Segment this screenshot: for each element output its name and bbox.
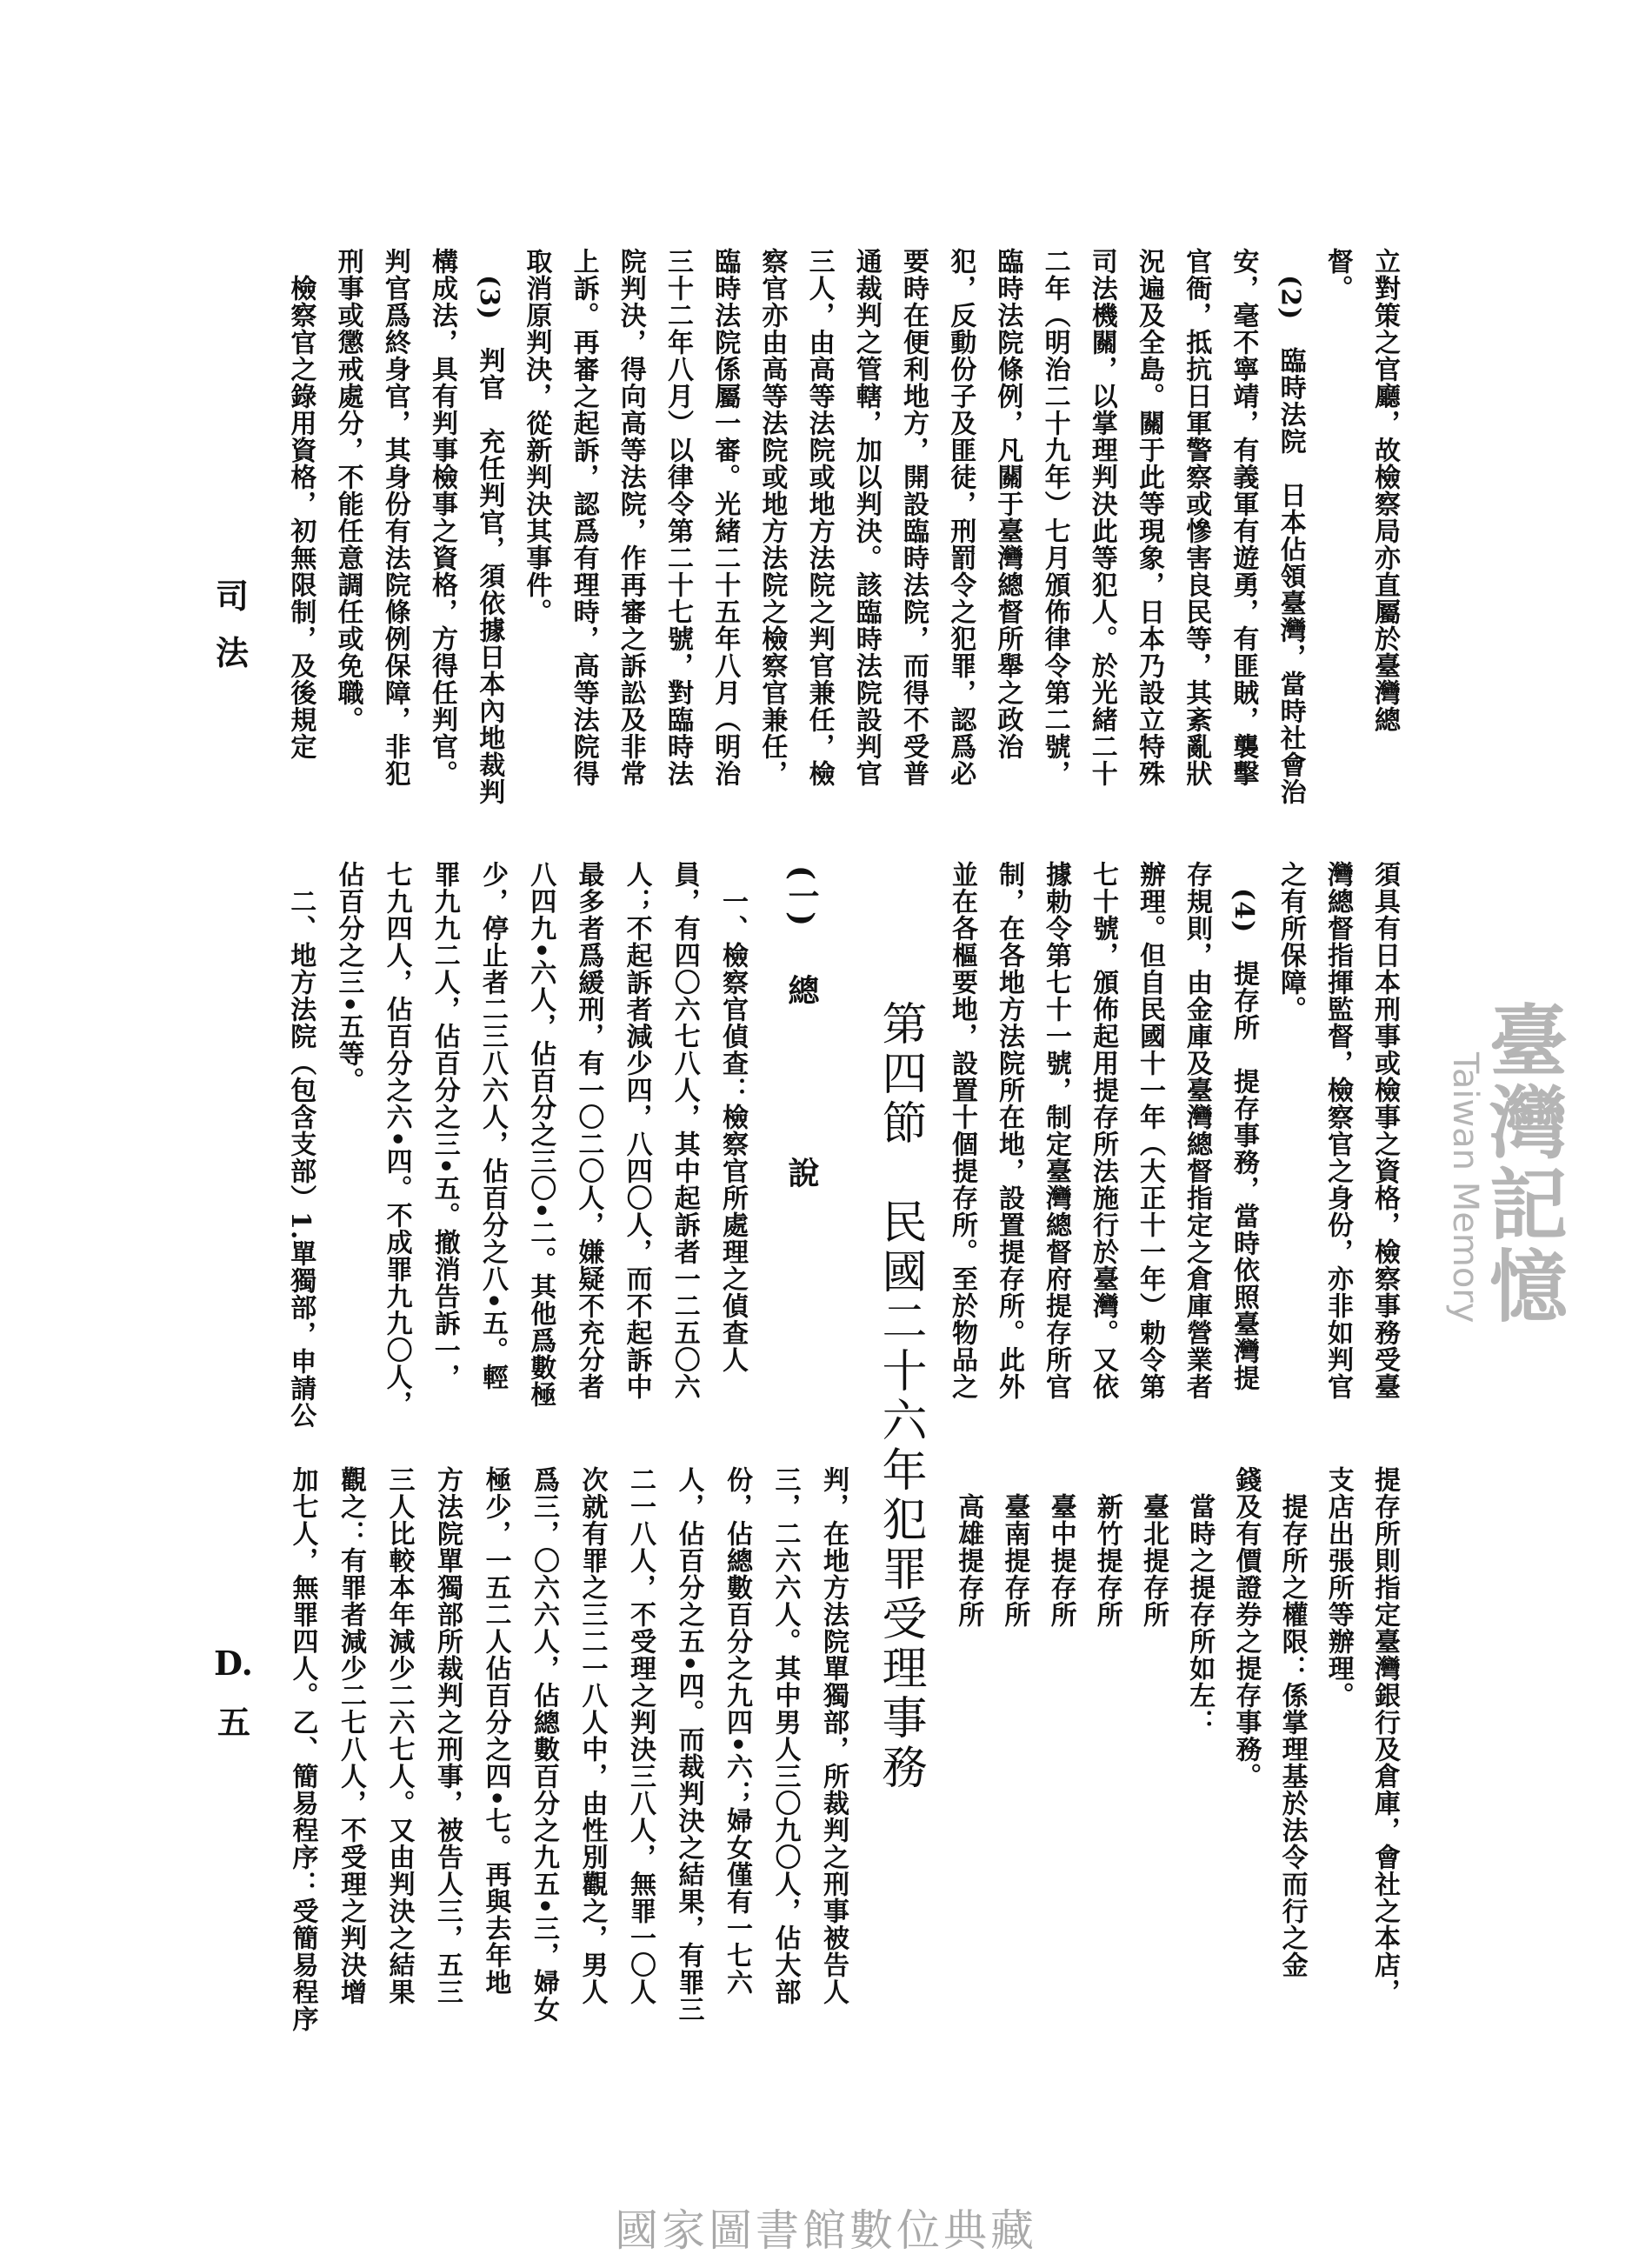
text-column [566,248,601,787]
text-column [619,861,654,1400]
text-run: 提存所則指定臺灣銀行及倉庫，會社之本店， [1369,1466,1400,2005]
text-run: 七九四人，佔百分之六•四。不成罪九九〇人， [381,861,412,1418]
text-column [715,888,749,1373]
text-run: 三人比較本年減少二六七人。又由判決之結果 [383,1466,415,2005]
text-column [1320,248,1355,302]
text-run: 三人，由高等法院或地方法院之判官兼任，檢 [803,248,835,787]
text-column [1038,861,1073,1400]
text-column [849,248,883,787]
text-run: （包含支部）1.單獨部，申請公 [285,1050,316,1430]
text-run: 院判決，得向高等法院，作再審之訴訟及非常 [615,248,646,787]
text-column [1226,888,1261,1391]
watermark-chinese: 臺灣記憶 [1475,1000,1568,1327]
text-run: 要時在便利地方，開設臨時法院，而得不受普 [898,248,929,787]
running-header-section-char1: 司 [216,577,250,616]
text-column [478,1466,513,1996]
text-column [424,248,459,787]
text-column [671,1466,706,2023]
text-column [944,861,979,1400]
text-column [991,861,1026,1400]
text-column [1136,1493,1170,1628]
text-column [526,1466,561,2023]
text-run: 加七人，無罪四人。乙、簡易程序：受簡易程序 [287,1466,318,2032]
text-column [1367,1466,1402,2005]
text-column [1089,1493,1124,1628]
text-column [575,1466,610,2005]
text-run: 少，停止者二三八六人，佔百分之八•五。輕 [477,861,508,1391]
text-column [1225,248,1260,787]
text-run: 員，有四〇六七八人，其中起訴者一二五〇六 [669,861,700,1400]
text-run: (4) [1229,888,1259,961]
text-column [1043,1493,1078,1628]
text-column [471,275,506,805]
text-column [330,861,365,1094]
text-run: 提存所之權限：係掌理基於法令而行之金 [1276,1493,1308,1978]
text-run: 並在各樞要地，設置十個提存所。至於物品之 [947,861,977,1400]
text-run: 二年（明治二十九年）七月頒佈律令第二號， [1039,248,1070,787]
text-run: 極少，一五二人佔百分之四•七。再與去年地 [480,1466,511,1997]
text-column [719,1466,754,1996]
text-run: 安，毫不寧靖，有義軍有遊勇，有匪賊，襲擊 [1228,248,1259,787]
text-run: 提存事務，當時依照臺灣提 [1229,1041,1259,1392]
text-run: 督。 [1322,248,1353,302]
text-column [1321,1466,1356,1709]
text-run: ：檢察官所處理之偵查人 [717,1077,748,1373]
text-run: (2) [1275,275,1306,348]
bold-term: 提存所 [1229,960,1259,1042]
text-run: 據勅令第七十一號，制定臺灣總督府提存所官 [1041,861,1071,1400]
text-column [518,248,553,625]
text-run: 爲三，〇六六人，佔總數百分之九五•三，婦女 [529,1466,559,2024]
bold-term: 地方法院 [285,942,316,1050]
text-run: 上訴。再審之起訴，認爲有理時，高等法院得 [568,248,599,787]
text-column [330,248,365,733]
text-run: 次就有罪之三二一八人中，由性別觀之，男人 [576,1466,608,2005]
text-run: 況遍及全島。關于此等現象，日本乃設立特殊 [1134,248,1164,787]
text-run: 臺中提存所 [1045,1493,1076,1628]
footer-collection-label: 國家圖書館數位典藏 [615,2205,1037,2256]
text-run: 之有所保障。 [1276,861,1306,1023]
text-run: 三，二六六人。其中男人三〇九〇人，佔大部 [769,1466,801,2005]
text-run: 八四九•六人，佔百分之三〇•二。其他爲數極 [525,861,556,1409]
text-run: 罪九九二人，佔百分之三•五。撤消告訴一， [429,861,460,1391]
text-column [1084,248,1119,787]
text-run: 臺南提存所 [999,1493,1030,1628]
text-column [996,1493,1031,1628]
text-column [754,248,789,787]
text-run: 七十號，頒佈起用提存所法施行於臺灣。又依 [1088,861,1118,1400]
text-run: (3) [474,275,505,348]
text-column [283,888,317,1429]
text-column [1320,861,1355,1400]
text-column [667,861,702,1400]
text-run: 人，佔百分之五•四。而裁判決之結果，有罪三 [673,1466,704,2024]
text-run: 當時之提存所如左： [1184,1493,1216,1736]
text-run: 二、 [285,888,316,942]
text-run: 辦理。但自民國十一年（大正十一年）勅令第 [1135,861,1165,1400]
text-column [802,248,836,787]
text-column [1179,861,1214,1400]
text-run: 檢察官之錄用資格，初無限制，及後規定 [285,275,316,760]
text-run: 刑事或懲戒處分，不能任意調任或免職。 [332,248,363,733]
text-column [1367,861,1402,1400]
text-run: 察官亦由高等法院或地方法院之檢察官兼任， [756,248,788,787]
text-column [382,1466,416,2005]
text-column [1367,248,1402,733]
text-run: 臺北提存所 [1138,1493,1169,1628]
text-run: 判，在地方法院單獨部，所裁判之刑事被告人 [818,1466,849,2005]
text-run: 支店出張所等辦理。 [1322,1466,1354,1709]
text-column [1273,275,1308,805]
text-run: 份，佔總數百分之九四•六；婦女僅有一七六 [722,1466,752,1997]
section-heading: 第四節 民國二十六年犯罪受理事務 [874,1000,926,1793]
text-run: 高雄提存所 [953,1493,984,1628]
text-column [623,1466,657,2005]
text-column [1182,1493,1216,1736]
bold-term: 判官 [474,347,505,402]
text-column [475,861,510,1391]
subsection-title-char1: 總 [783,974,820,1005]
text-column [283,275,317,760]
page-letter: D. [214,1644,253,1683]
text-run: 臨時法院係屬一審。光緒二十五年八月（明治 [709,248,741,787]
text-run: 錢及有價證券之提存事務。 [1230,1466,1262,1790]
text-column [1228,1466,1262,1790]
text-run: 存規則，由金庫及臺灣總督指定之倉庫營業者 [1182,861,1212,1400]
bold-term: 臨時法院 [1275,347,1306,456]
page-number: 五 [217,1703,251,1742]
text-column [896,248,930,787]
text-run: 佔百分之三•五等。 [333,861,364,1095]
text-column [613,248,648,787]
text-run: 犯，反動份子及匪徒，刑罰令之犯罪，認爲必 [945,248,976,787]
text-column [377,248,412,787]
text-run: 判官爲終身官，其身份有法院條例保障，非犯 [379,248,410,787]
text-run: 制，在各地方法院所在地，設置提存所。此外 [994,861,1024,1400]
text-column [989,248,1024,760]
text-column [1131,248,1166,787]
text-run: 取消原判決，從新判決其事件。 [521,248,552,625]
bold-term: 檢察官偵查 [717,942,748,1077]
text-column [427,861,462,1391]
watermark-english: Taiwan Memory [1445,1052,1485,1324]
text-column [1178,248,1213,787]
text-column [285,1466,320,2032]
text-run: 三十二年八月）以律令第二十七號，對臨時法 [663,248,693,787]
subsection-title-char2: 說 [783,1157,820,1188]
text-column [1275,1493,1309,1978]
text-run: 二一八人，不受理之判決三八人，無罪一〇人 [625,1466,656,2005]
text-run: 日本佔領臺灣，當時社會治 [1275,455,1306,806]
text-column [943,248,977,787]
text-run: 須具有日本刑事或檢事之資格，檢察事務受臺 [1369,861,1400,1400]
text-run: 司法機關，以掌理判決此等犯人。於光緒二十 [1086,248,1117,787]
text-column [768,1466,803,2005]
running-header-section-char2: 法 [216,633,250,672]
text-column [816,1466,850,2005]
text-column [660,248,695,787]
text-run: 充任判官，須依據日本內地裁判 [474,401,505,806]
text-column [707,248,742,787]
text-column [570,861,605,1400]
text-run: 方法院單獨部所裁判之刑事，被告人三，五三 [432,1466,463,2005]
text-run: 最多者爲緩刑，有一〇二〇人，嫌疑不充分者 [573,861,604,1400]
watermark-logo [1443,1000,1617,1487]
text-run: 觀之：有罪者減少二七八人，不受理之判決增 [336,1466,366,2005]
text-run: 臨時法院條例，凡關于臺灣總督所舉之政治 [992,248,1023,760]
text-run: 立對策之官廳，故檢察局亦直屬於臺灣總 [1369,248,1400,733]
text-column [523,861,557,1408]
text-run: 人；不起訴者減少四，八四〇人，而不起訴中 [621,861,652,1400]
text-column [333,1466,368,2005]
text-run: 一、 [717,888,748,942]
text-column [1085,861,1120,1400]
text-column [1132,861,1167,1400]
text-run: 通裁判之管轄，加以判決。該臨時法院設判官 [850,248,882,787]
text-run: 構成法，具有判事檢事之資格，方得任判官。 [427,248,457,787]
text-run: 灣總督指揮監督，檢察官之身份，亦非如判官 [1322,861,1353,1400]
text-run: 官衙，抵抗日軍警察或慘害良民等，其紊亂狀 [1181,248,1212,787]
text-column [1273,861,1308,1023]
text-column [1037,248,1072,787]
subsection-number: (一) [783,865,820,927]
text-run: 新竹提存所 [1091,1493,1122,1628]
text-column [430,1466,464,2005]
text-column [950,1493,985,1628]
text-column [379,861,414,1417]
